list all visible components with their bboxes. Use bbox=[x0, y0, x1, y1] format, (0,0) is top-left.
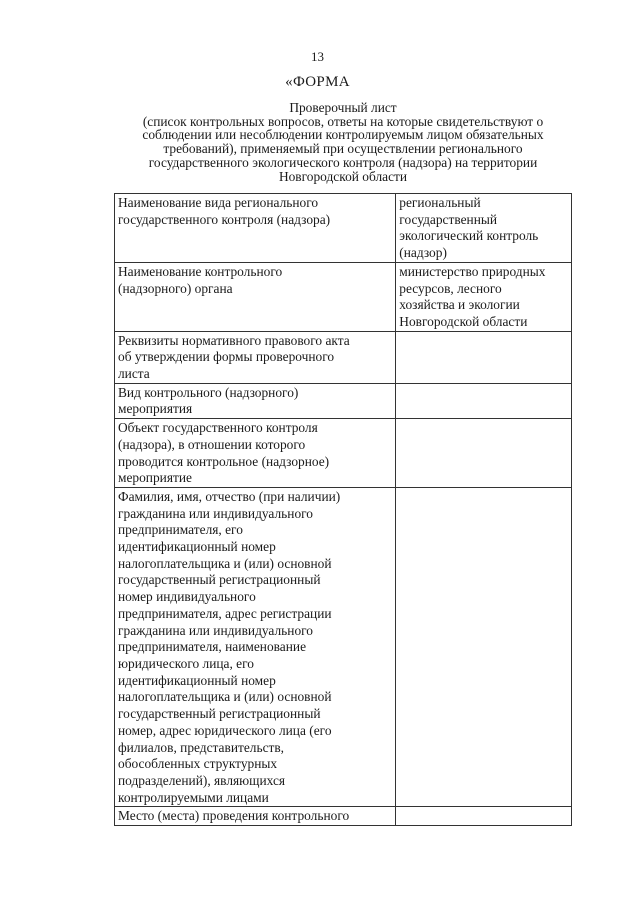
checklist-title bbox=[112, 101, 574, 183]
field-label-line: Наименование контрольного bbox=[118, 263, 283, 279]
title-line: (список контрольных вопросов, ответы на которые свидетельствуют о bbox=[142, 113, 544, 129]
field-value-empty-cell bbox=[396, 487, 572, 806]
field-label-cell bbox=[115, 331, 396, 383]
table-row bbox=[115, 331, 572, 383]
table-row bbox=[115, 487, 572, 806]
table-body bbox=[115, 194, 572, 826]
field-label-line: налогоплательщика и (или) основной bbox=[118, 555, 332, 571]
field-label-line: обособленных структурных bbox=[118, 756, 278, 772]
field-label-line: Объект государственного контроля bbox=[118, 420, 318, 436]
table-row bbox=[115, 194, 572, 263]
field-label-line: номер, адрес юридического лица (его bbox=[118, 722, 332, 738]
table-row bbox=[115, 807, 572, 826]
checklist-form-table bbox=[114, 193, 572, 826]
field-label-line: юридического лица, его bbox=[118, 655, 254, 671]
field-label-line: проводится контрольное (надзорное) bbox=[118, 453, 330, 469]
field-label-line: филиалов, представительств, bbox=[118, 739, 285, 755]
field-value-cell bbox=[396, 262, 572, 331]
field-value-line: экологический контроль bbox=[399, 228, 539, 244]
field-label-line: Реквизиты нормативного правового акта bbox=[118, 332, 350, 348]
title-line: Проверочный лист bbox=[289, 100, 397, 115]
title-line: государственного экологического контроля (надзора) на территории bbox=[148, 154, 538, 170]
field-label-cell bbox=[115, 807, 396, 826]
field-label-line: Место (места) проведения контрольного bbox=[118, 808, 350, 824]
field-label-line: листа bbox=[118, 366, 150, 382]
field-value-line: (надзор) bbox=[399, 245, 447, 261]
field-label-cell bbox=[115, 383, 396, 418]
field-label-cell bbox=[115, 487, 396, 806]
form-marker: «ФОРМА bbox=[285, 74, 350, 90]
field-label-line: государственного контроля (надзора) bbox=[118, 211, 331, 227]
field-label-line: контролируемыми лицами bbox=[118, 789, 269, 805]
field-label-line: предпринимателя, его bbox=[118, 522, 243, 538]
field-value-empty-cell bbox=[396, 331, 572, 383]
field-label-line: идентификационный номер bbox=[118, 672, 276, 688]
field-label-line: подразделений), являющихся bbox=[118, 772, 286, 788]
field-label-line: государственный регистрационный bbox=[118, 706, 321, 722]
field-value-line: Новгородской области bbox=[399, 313, 528, 329]
field-value-line: министерство природных bbox=[399, 263, 546, 279]
field-label-line: гражданина или индивидуального bbox=[118, 622, 313, 638]
field-value-line: ресурсов, лесного bbox=[399, 280, 502, 296]
field-label-line: идентификационный номер bbox=[118, 539, 276, 555]
field-label-line: (надзора), в отношении которого bbox=[118, 436, 306, 452]
field-label-line: предпринимателя, наименование bbox=[118, 639, 307, 655]
table-row bbox=[115, 383, 572, 418]
title-line: Новгородской области bbox=[278, 168, 408, 184]
field-value-line: региональный bbox=[399, 195, 481, 210]
table-row bbox=[115, 262, 572, 331]
field-label-cell bbox=[115, 419, 396, 488]
field-value-empty-cell bbox=[396, 807, 572, 826]
field-label-line: мероприятия bbox=[118, 401, 193, 417]
field-label-line: Фамилия, имя, отчество (при наличии) bbox=[118, 488, 341, 504]
title-line: требований), применяемый при осуществлении регионального bbox=[163, 141, 523, 157]
field-label-line: гражданина или индивидуального bbox=[118, 505, 313, 521]
field-value-line: хозяйства и экологии bbox=[399, 297, 520, 313]
field-label-line: (надзорного) органа bbox=[118, 280, 233, 296]
field-value-empty-cell bbox=[396, 419, 572, 488]
field-label-line: мероприятие bbox=[118, 470, 192, 486]
page-number: 13 bbox=[311, 49, 324, 64]
field-label-line: налогоплательщика и (или) основной bbox=[118, 689, 332, 705]
field-value-cell bbox=[396, 194, 572, 263]
field-label-line: Наименование вида регионального bbox=[118, 195, 319, 210]
field-label-cell bbox=[115, 262, 396, 331]
field-label-line: номер индивидуального bbox=[118, 589, 256, 605]
field-value-empty-cell bbox=[396, 383, 572, 418]
title-line: соблюдении или несоблюдении контролируемым лицом обязательных bbox=[142, 127, 544, 143]
field-label-line: об утверждении формы проверочного bbox=[118, 349, 335, 365]
field-label-line: предпринимателя, адрес регистрации bbox=[118, 605, 332, 621]
field-label-cell bbox=[115, 194, 396, 263]
table-row bbox=[115, 419, 572, 488]
field-label-line: Вид контрольного (надзорного) bbox=[118, 384, 299, 400]
field-label-line: государственный регистрационный bbox=[118, 572, 321, 588]
field-value-line: государственный bbox=[399, 211, 498, 227]
